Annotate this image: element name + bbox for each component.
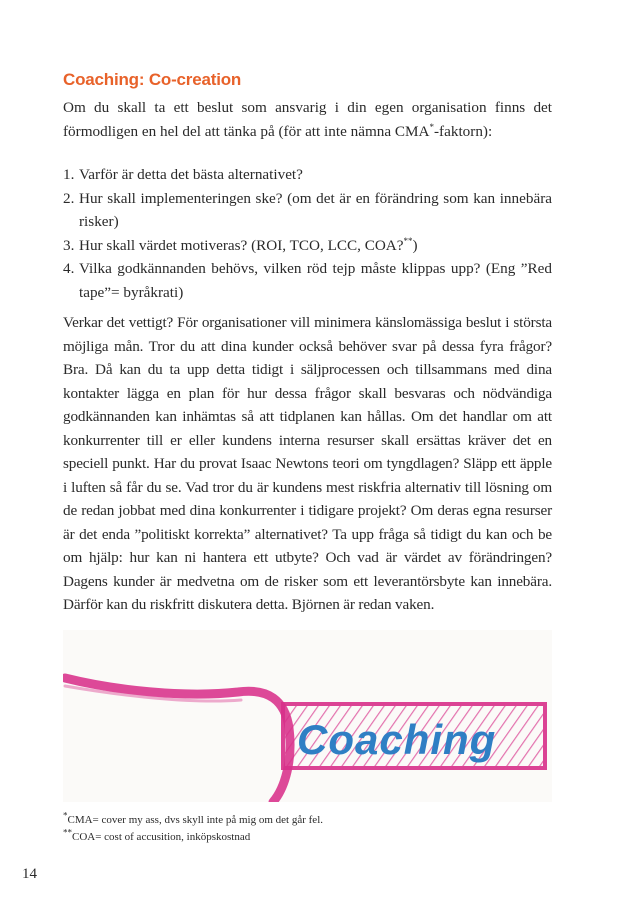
body-paragraph: Verkar det vettigt? För organisationer vill minimera känslomässiga beslut i största möjliga mån. Tror du att dina kunder också behöver svar på dessa fyra frågor? Bra. Då kan du ta upp detta tidigt i säljprocessen och tillsammans med dina kontakter lägga en plan för hur dessa frågor skall besvaras och nödvändiga godkännanden kan inhämtas så att tidplanen kan hållas. Om det handlar om att konkurrenter till er eller kundens interna resurser skall ersättas kräver det en speciell punkt. Har du provat Isaac Newtons teori om tyngdlagen? Släpp ett äpple i luften så får du se. Vad tror du är kundens mest riskfria alternativ till lösning om de redan jobbat med dina konkurrenter i tidigare projekt? Om deras egna resurser är det enda ”politiskt korrekta” alternativet? Ta upp fråga så tidigt du kan och be om hjälp: hur kan ni hantera ett utbyte? Och vad är värdet av förändringen? Dagens kunder är medvetna om de risker som ett leverantörsbyte kan innebära. Därför kan du riskfritt diskutera detta. Björnen är redan vaken. <box>63 314 552 613</box>
question-text-end: ) <box>412 236 418 254</box>
question-number: 3. <box>63 236 75 254</box>
footnote-text: COA= cost of accusition, inköpskostnad <box>72 830 251 843</box>
intro-text-end: -faktorn): <box>434 122 493 140</box>
intro-text: Om du skall ta ett beslut som ansvarig i din egen organisation finns det förmodligen en hel del att tänka på (för att inte nämna CMA <box>63 99 552 140</box>
coaching-word: Coaching <box>297 716 497 763</box>
question-number: 4. <box>63 260 75 277</box>
footnote <box>63 812 552 829</box>
page-number: 14 <box>22 866 37 882</box>
question-list <box>63 163 552 304</box>
footnote-mark: ** <box>63 826 72 837</box>
intro-paragraph <box>63 96 552 143</box>
question-item <box>63 234 552 258</box>
question-item <box>63 163 552 187</box>
section-heading: Coaching: Co-creation <box>63 70 242 89</box>
question-text <box>79 234 552 258</box>
footnote-mark: * <box>63 810 68 821</box>
question-number: 1. <box>63 166 75 183</box>
question-text: Hur skall implementeringen ske? (om det är en förändring som kan innebära risker) <box>79 189 552 230</box>
coaching-illustration <box>63 630 552 802</box>
footnote-marker: ** <box>403 235 413 246</box>
question-text: Vilka godkännanden behövs, vilken röd tejp måste klippas upp? (Eng ”Red tape”= byråkrati) <box>79 260 552 301</box>
question-number: 2. <box>63 189 75 207</box>
footnotes <box>63 812 552 845</box>
question-text: Varför är detta det bästa alternativet? <box>79 166 303 183</box>
question-item <box>63 187 552 234</box>
footnote-text: CMA= cover my ass, dvs skyll inte på mig om det går fel. <box>67 814 323 826</box>
footnote <box>63 826 552 846</box>
question-text-part: Hur skall värdet motiveras? (ROI, TCO, LCC, COA? <box>79 236 404 254</box>
footnote-marker: * <box>429 121 434 132</box>
marker-loop-stroke <box>65 678 290 802</box>
question-item <box>63 257 552 304</box>
coaching-drawing <box>63 630 552 802</box>
